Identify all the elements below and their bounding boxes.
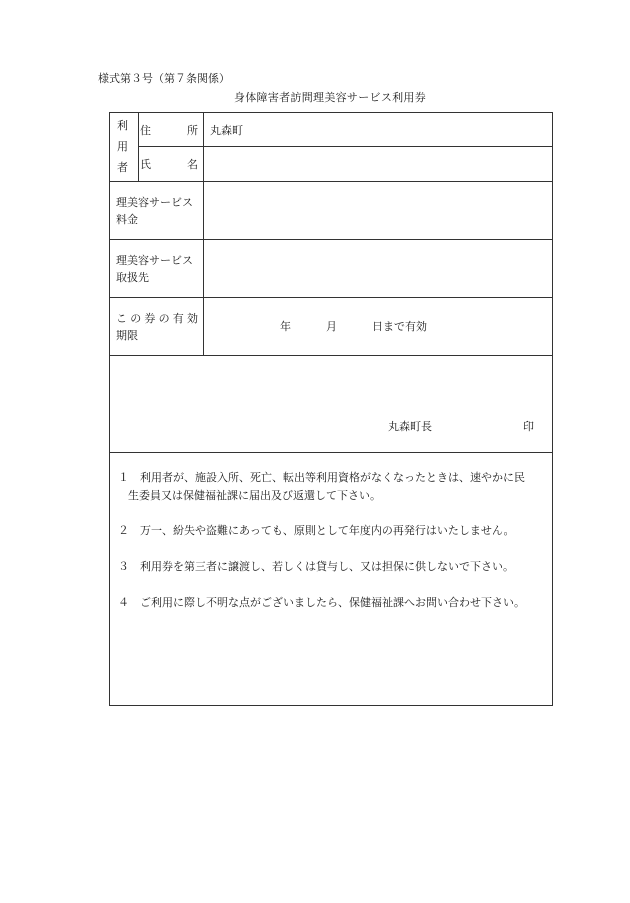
note-2-text: 万一、紛失や盗難にあっても、原則として年度内の再発行はいたしません。 [140,524,515,537]
rule-address-name [138,146,552,147]
fee-label-line-1: 理美容サービス [116,196,193,209]
address-label [140,124,198,137]
note-2-number: ２ [118,524,129,537]
name-label-char-2: 名 [187,158,198,171]
validity-label-line-1 [116,312,198,325]
validity-label-line-2: 期限 [116,329,138,342]
note-3-number: ３ [118,560,129,573]
user-label-char-1: 利 [117,119,128,132]
rule-issuer-notes [110,452,552,453]
document-title: 身体障害者訪問理美容サービス利用券 [233,91,427,104]
rule-user-vertical [138,113,139,181]
validity-label-char-6: 効 [186,312,198,325]
provider-label-line-2: 取扱先 [116,271,149,284]
name-label [140,158,198,171]
note-1-line-1: 利用者が、施設入所、死亡、転出等利用資格がなくなったときは、速やかに民 [140,471,525,484]
rule-label-column [203,113,204,355]
note-1-line-2: 生委員又は保健福祉課に届出及び返還して下さい。 [128,489,381,502]
validity-until: 日まで有効 [372,320,427,333]
note-4-text: ご利用に際し不明な点がございましたら、保健福祉課へお問い合わせ下さい。 [140,596,525,609]
seal-mark: 印 [523,420,534,433]
rule-fee-provider [110,239,552,240]
rule-validity-issuer [110,355,552,356]
validity-label-char-5: 有 [172,312,184,325]
validity-month: 月 [326,320,337,333]
fee-label-line-2: 料金 [116,213,138,226]
issuer-title: 丸森町長 [388,420,432,433]
address-label-char-2: 所 [187,124,198,137]
validity-label-char-1: こ [116,312,127,325]
validity-label-char-2: の [130,312,142,325]
user-label-char-3: 者 [117,161,128,174]
rule-user-fee [110,181,552,182]
validity-label-char-4: の [158,312,170,325]
address-label-char-1: 住 [140,124,151,137]
user-label-char-2: 用 [117,140,128,153]
validity-label-char-3: 券 [144,312,156,325]
note-3-text: 利用券を第三者に譲渡し、若しくは貸与し、又は担保に供しないで下さい。 [140,560,514,573]
note-4-number: ４ [118,596,129,609]
address-value: 丸森町 [210,124,243,137]
form-number-label: 様式第３号（第７条関係） [98,72,230,85]
rule-provider-validity [110,297,552,298]
note-1-number: １ [118,471,129,484]
voucher-form-table [109,112,553,706]
provider-label-line-1: 理美容サービス [116,254,193,267]
name-label-char-1: 氏 [140,158,151,171]
validity-year: 年 [280,320,291,333]
